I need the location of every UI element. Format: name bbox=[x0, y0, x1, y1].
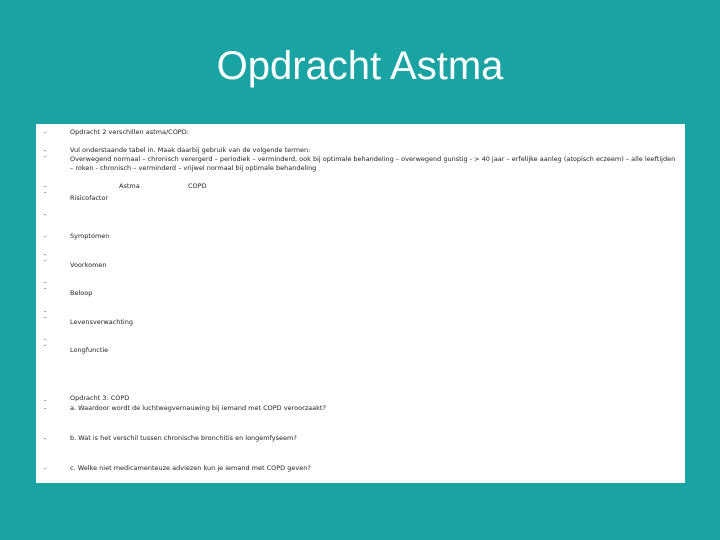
bullet: - bbox=[44, 250, 47, 258]
row-label-beloop: Beloop bbox=[70, 289, 93, 297]
bullet: - bbox=[44, 313, 47, 321]
bullet: - bbox=[44, 128, 47, 136]
bullet: - bbox=[44, 278, 47, 286]
bullet: - bbox=[44, 146, 47, 154]
bullet: - bbox=[44, 434, 47, 442]
bullet: - bbox=[44, 284, 47, 292]
bullet: - bbox=[44, 464, 47, 472]
instruction-line-1: Vul onderstaande tabel in. Maak daarbij gebruik van de volgende termen: bbox=[70, 146, 311, 154]
bullet: - bbox=[44, 307, 47, 315]
instruction-line-3: – roken - chronisch – verminderd – vrijwel normaal bij optimale behandeling bbox=[70, 164, 317, 172]
column-header-astma: Astma bbox=[119, 182, 140, 190]
row-label-risicofactor: Risicofactor bbox=[70, 194, 109, 202]
bullet: - bbox=[44, 396, 47, 404]
row-label-longfunctie: Longfunctie bbox=[70, 346, 109, 354]
bullet: - bbox=[44, 182, 47, 190]
bullet: - bbox=[44, 152, 47, 160]
opdracht3-heading: Opdracht 3: COPD bbox=[70, 394, 130, 402]
slide-title: Opdracht Astma bbox=[216, 44, 504, 88]
opdracht2-heading: Opdracht 2 verschillen astma/COPD: bbox=[70, 128, 189, 136]
bullet: - bbox=[44, 210, 47, 218]
question-a: a. Waardoor wordt de luchtwegvernauwing bij iemand met COPD veroorzaakt? bbox=[70, 404, 326, 412]
question-c: c. Welke niet medicamenteuze adviezen kun je iemand met COPD geven? bbox=[70, 464, 311, 472]
row-label-symptomen: Symptomen bbox=[70, 232, 110, 240]
bullet: - bbox=[44, 335, 47, 343]
question-b: b. Wat is het verschil tussen chronische bronchitis en longemfyseem? bbox=[70, 434, 297, 442]
bullet: - bbox=[44, 404, 47, 412]
instruction-line-2: Overwegend normaal – chronisch verergerd – periodiek – verminderd, ook bij optimale behandeling – overwegend gunstig - > 40 jaar – erfelijke aanleg (atopisch eczeem) – alle leeftijden bbox=[70, 155, 676, 163]
bullet: - bbox=[44, 232, 47, 240]
row-label-voorkomen: Voorkomen bbox=[70, 261, 107, 269]
column-header-copd: COPD bbox=[188, 182, 207, 190]
bullet: - bbox=[44, 188, 47, 196]
bullet: - bbox=[44, 341, 47, 349]
content-panel bbox=[36, 124, 685, 483]
bullet: - bbox=[44, 256, 47, 264]
row-label-levensverwachting: Levensverwachting bbox=[70, 318, 133, 326]
